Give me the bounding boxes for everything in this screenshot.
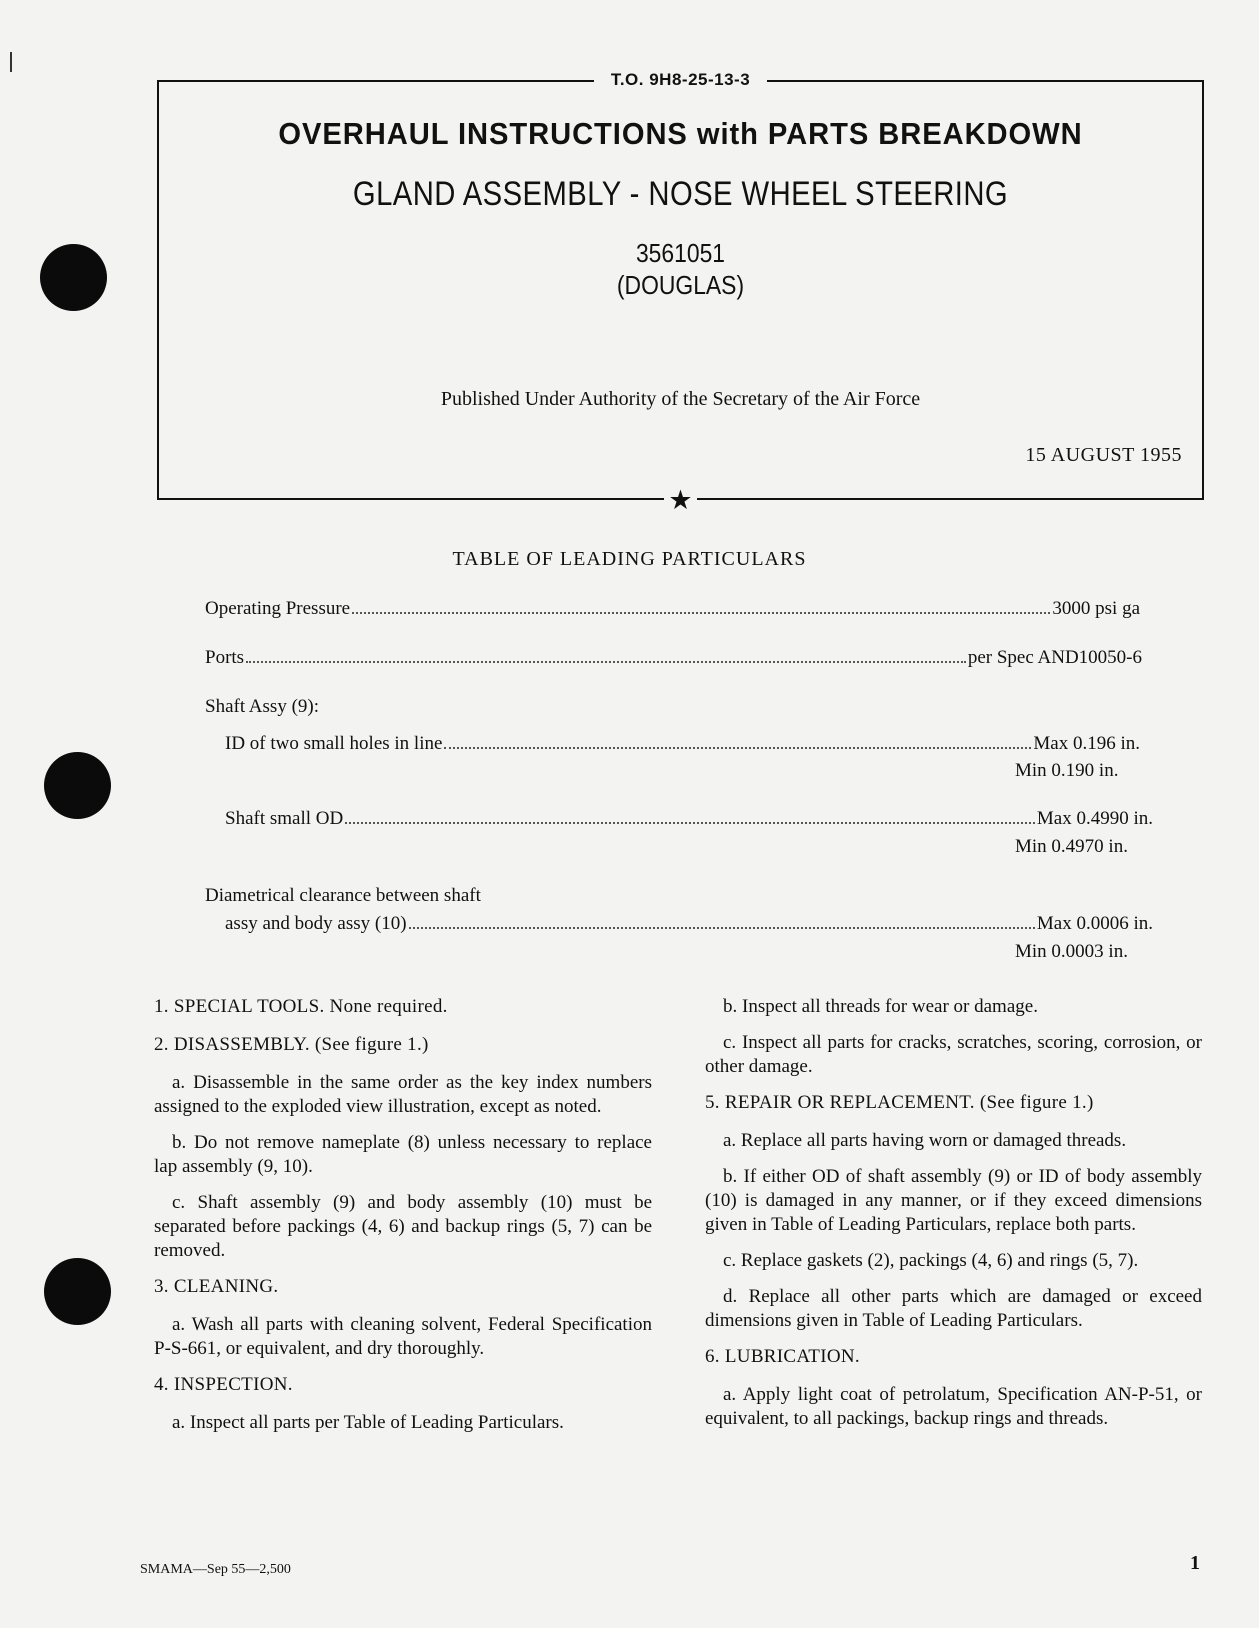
shaft-od-row xyxy=(225,806,1153,832)
paragraph: b. If either OD of shaft assembly (9) or ID of body assembly (10) is damaged in any manner, or if they exceed dimensions given in Table of Leading Particulars, replace both parts. xyxy=(705,1166,1202,1235)
paragraph: b. Inspect all threads for wear or damage. xyxy=(723,996,1038,1017)
part-number: 3561051 xyxy=(635,238,726,268)
leader-dots xyxy=(409,927,1035,929)
publication-date: 15 AUGUST 1955 xyxy=(1025,444,1182,466)
binder-hole-bottom xyxy=(44,1258,111,1325)
binder-hole-middle xyxy=(44,752,111,819)
section-inspection: 4. INSPECTION. xyxy=(154,1374,293,1395)
operating-pressure-row xyxy=(205,596,1140,622)
authority-line: Published Under Authority of the Secretary of the Air Force xyxy=(440,388,921,410)
technical-order-number: T.O. 9H8-25-13-3 xyxy=(610,70,751,89)
lp-label: Shaft small OD xyxy=(225,808,344,829)
lp-label: Operating Pressure xyxy=(205,598,351,619)
scan-edge-mark xyxy=(10,52,12,72)
paragraph: a. Inspect all parts per Table of Leading Particulars. xyxy=(172,1412,564,1433)
border-line xyxy=(1202,80,1204,500)
leader-dots xyxy=(444,747,1031,749)
clearance-row xyxy=(225,911,1153,937)
paragraph: a. Replace all parts having worn or damaged threads. xyxy=(723,1130,1127,1151)
ports-row xyxy=(205,645,1142,671)
paragraph: c. Shaft assembly (9) and body assembly (10) must be separated before packings (4, 6) and backup rings (5, 7) can be removed. xyxy=(154,1192,652,1261)
section-disassembly: 2. DISASSEMBLY. (See figure 1.) xyxy=(154,1034,429,1055)
shaft-od-min: Min 0.4970 in. xyxy=(1015,836,1128,857)
paragraph: a. Wash all parts with cleaning solvent, Federal Specification P-S-661, or equivalent, and dry thoroughly. xyxy=(154,1314,652,1359)
leading-particulars-title: TABLE OF LEADING PARTICULARS xyxy=(452,548,807,570)
print-code: SMAMA—Sep 55—2,500 xyxy=(140,1562,291,1577)
page-number: 1 xyxy=(1190,1552,1200,1574)
shaft-assy-heading: Shaft Assy (9): xyxy=(205,696,319,717)
paragraph: c. Inspect all parts for cracks, scratches, scoring, corrosion, or other damage. xyxy=(705,1032,1202,1077)
lp-label: ID of two small holes in line xyxy=(225,733,443,754)
title-block xyxy=(157,70,1204,515)
section-lubrication: 6. LUBRICATION. xyxy=(705,1346,860,1367)
leader-dots xyxy=(352,612,1050,614)
border-line xyxy=(157,80,159,500)
star-icon: ★ xyxy=(668,485,693,515)
lp-value: Max 0.196 in. xyxy=(1033,733,1140,754)
clearance-min: Min 0.0003 in. xyxy=(1015,941,1128,962)
leader-dots xyxy=(345,822,1035,824)
paragraph: d. Replace all other parts which are damaged or exceed dimensions given in Table of Leading Particulars. xyxy=(705,1286,1202,1331)
section-repair-replacement: 5. REPAIR OR REPLACEMENT. (See figure 1.) xyxy=(705,1092,1094,1113)
document-title: OVERHAUL INSTRUCTIONS with PARTS BREAKDOWN xyxy=(278,116,1083,151)
right-text-column xyxy=(705,995,1202,1443)
section-cleaning: 3. CLEANING. xyxy=(154,1276,279,1297)
lp-value: 3000 psi ga xyxy=(1052,598,1140,619)
paragraph: a. Disassemble in the same order as the key index numbers assigned to the exploded view illustration, except as noted. xyxy=(154,1072,652,1117)
binder-hole-top xyxy=(40,244,107,311)
id-holes-row xyxy=(225,731,1140,757)
leader-dots xyxy=(246,661,966,663)
manufacturer: (DOUGLAS) xyxy=(616,270,745,300)
lp-value: per Spec AND10050-6 xyxy=(967,647,1142,668)
clearance-label-line1: Diametrical clearance between shaft xyxy=(205,885,481,906)
lp-label: assy and body assy (10) xyxy=(225,913,407,934)
paragraph: c. Replace gaskets (2), packings (4, 6) and rings (5, 7). xyxy=(723,1250,1139,1271)
paragraph: b. Do not remove nameplate (8) unless necessary to replace lap assembly (9, 10). xyxy=(154,1132,652,1177)
paragraph: a. Apply light coat of petrolatum, Specification AN-P-51, or equivalent, to all packings, backup rings and threads. xyxy=(705,1384,1202,1429)
section-special-tools: 1. SPECIAL TOOLS. None required. xyxy=(154,996,448,1017)
lp-value: Max 0.0006 in. xyxy=(1036,913,1153,934)
id-holes-min: Min 0.190 in. xyxy=(1015,760,1119,781)
lp-label: Ports xyxy=(205,647,245,668)
left-text-column xyxy=(154,995,652,1447)
document-subtitle: GLAND ASSEMBLY - NOSE WHEEL STEERING xyxy=(352,175,1009,213)
lp-value: Max 0.4990 in. xyxy=(1036,808,1153,829)
